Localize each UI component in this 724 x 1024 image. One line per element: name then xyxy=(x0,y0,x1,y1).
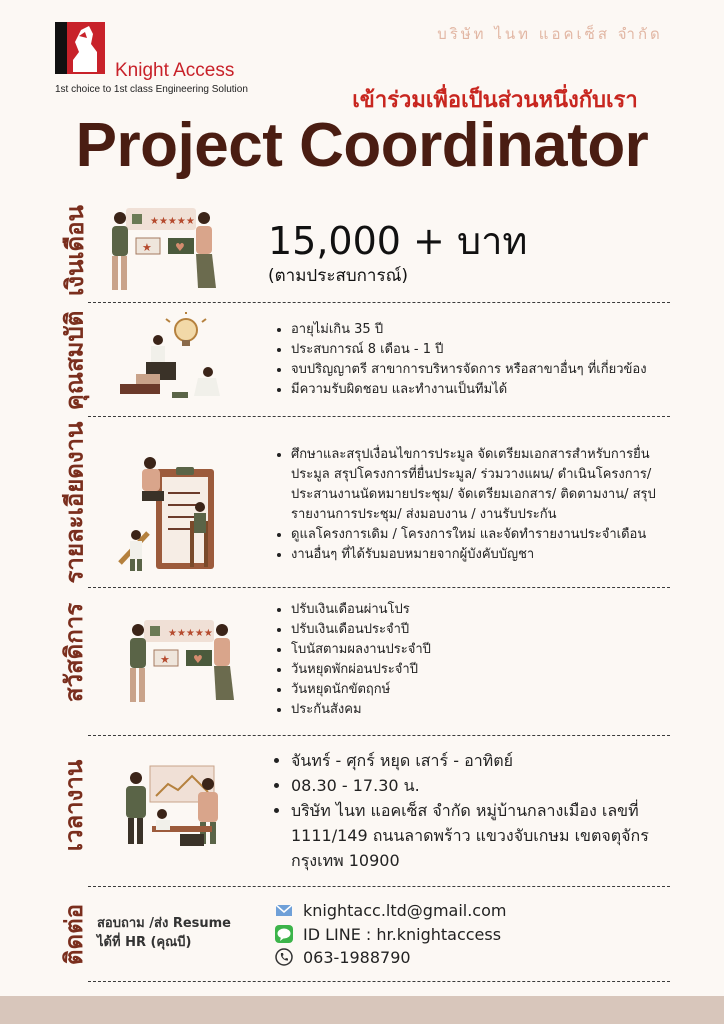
salary-illustration xyxy=(106,200,218,295)
svg-text:★: ★ xyxy=(160,653,170,666)
email-icon xyxy=(275,901,293,919)
contact-phone-row xyxy=(275,946,411,968)
contact-phone[interactable]: 063-1988790 xyxy=(303,947,411,967)
contact-inquiry-line2: ได้ที่ HR (คุณบี) xyxy=(97,935,192,950)
section-divider xyxy=(88,981,670,982)
job-details-list xyxy=(275,445,680,565)
section-label-working-time: เวลางาน xyxy=(60,759,89,851)
headline: เข้าร่วมเพื่อเป็นส่วนหนึ่งกับเรา xyxy=(352,88,638,113)
contact-email-row xyxy=(275,899,506,921)
section-divider xyxy=(88,587,670,588)
section-divider xyxy=(88,735,670,736)
list-item: • ศึกษาและสรุปเงื่อนไขการประมูล จัดเตรียมเอกสารสำหรับการยื่นประมูล สรุปโครงการที่ยื่นประมูล/ ร่วมวางแผน/ ดำเนินโครงการ/ ประสานงานนัดหมายประชุม/ จัดเตรียมเอกสาร/ ติดตามงาน/ สรุปรายงานการประชุม/ ส่งมอบงาน / งานรับประกัน xyxy=(291,445,680,525)
section-label-job-details: รายละเอียดงาน xyxy=(60,421,89,584)
welfare-illustration xyxy=(124,612,236,707)
list-item: • ปรับเงินเดือนผ่านโปร xyxy=(291,600,675,620)
section-label-qualifications: คุณสมบัติ xyxy=(60,310,89,410)
section-label-welfare: สวัสดิการ xyxy=(60,602,89,702)
job-details-illustration xyxy=(112,445,224,573)
contact-inquiry xyxy=(97,914,231,952)
contact-email[interactable]: knightacc.ltd@gmail.com xyxy=(303,900,507,920)
list-item: • 08.30 - 17.30 น. xyxy=(291,773,685,798)
working-time-illustration xyxy=(122,762,234,850)
qualifications-illustration xyxy=(116,312,228,404)
section-divider xyxy=(88,416,670,417)
salary-amount: 15,000 + บาท xyxy=(268,219,528,263)
section-divider xyxy=(88,886,670,887)
svg-text:★★★★★: ★★★★★ xyxy=(150,216,195,227)
logo-company-name: Knight Access xyxy=(115,60,235,81)
phone-icon xyxy=(275,948,293,966)
list-item: • อายุไม่เกิน 35 ปี xyxy=(291,320,675,340)
list-item: • โบนัสตามผลงานประจำปี xyxy=(291,640,675,660)
footer-bar xyxy=(0,996,724,1024)
knight-logo-icon xyxy=(55,22,105,74)
working-time-list xyxy=(275,748,685,873)
svg-text:★★★★★: ★★★★★ xyxy=(168,628,213,639)
list-item: • ดูแลโครงการเดิม / โครงการใหม่ และจัดทำรายงานประจำเดือน xyxy=(291,525,680,545)
section-divider xyxy=(88,302,670,303)
list-item: • ประสบการณ์ 8 เดือน - 1 ปี xyxy=(291,340,675,360)
svg-text:♥: ♥ xyxy=(175,241,185,254)
qualifications-list xyxy=(275,320,675,400)
list-item: • ประกันสังคม xyxy=(291,700,675,720)
logo-tagline: 1st choice to 1st class Engineering Solution xyxy=(55,84,248,95)
contact-inquiry-line1: สอบถาม /ส่ง Resume xyxy=(97,916,231,931)
salary-note: (ตามประสบการณ์) xyxy=(268,266,409,286)
section-label-contact: ติดต่อ xyxy=(60,903,89,965)
list-item: • วันหยุดนักขัตฤกษ์ xyxy=(291,680,675,700)
list-item: • มีความรับผิดชอบ และทำงานเป็นทีมได้ xyxy=(291,380,675,400)
job-title: Project Coordinator xyxy=(75,111,649,180)
contact-line-id[interactable]: ID LINE : hr.knightaccess xyxy=(303,924,502,944)
section-label-salary: เงินเดือน xyxy=(60,204,89,296)
list-item: • จันทร์ - ศุกร์ หยุด เสาร์ - อาทิตย์ xyxy=(291,748,685,773)
line-app-icon xyxy=(275,925,293,943)
list-item: • จบปริญญาตรี สาขาการบริหารจัดการ หรือสาขาอื่นๆ ที่เกี่ยวข้อง xyxy=(291,360,675,380)
welfare-list xyxy=(275,600,675,720)
list-item: • งานอื่นๆ ที่ได้รับมอบหมายจากผู้บังคับบัญชา xyxy=(291,545,680,565)
svg-text:★: ★ xyxy=(142,241,152,254)
list-item: • ปรับเงินเดือนประจำปี xyxy=(291,620,675,640)
contact-line-row xyxy=(275,923,501,945)
svg-text:♥: ♥ xyxy=(193,653,203,666)
company-name-top: บริษัท ไนท แอคเซ็ส จำกัด xyxy=(437,25,663,43)
list-item: • บริษัท ไนท แอคเซ็ส จำกัด หมู่บ้านกลางเมือง เลขที่ 1111/149 ถนนลาดพร้าว แขวงจับเกษม เขตจตุจักร กรุงเทพ 10900 xyxy=(291,798,685,873)
list-item: • วันหยุดพักผ่อนประจำปี xyxy=(291,660,675,680)
